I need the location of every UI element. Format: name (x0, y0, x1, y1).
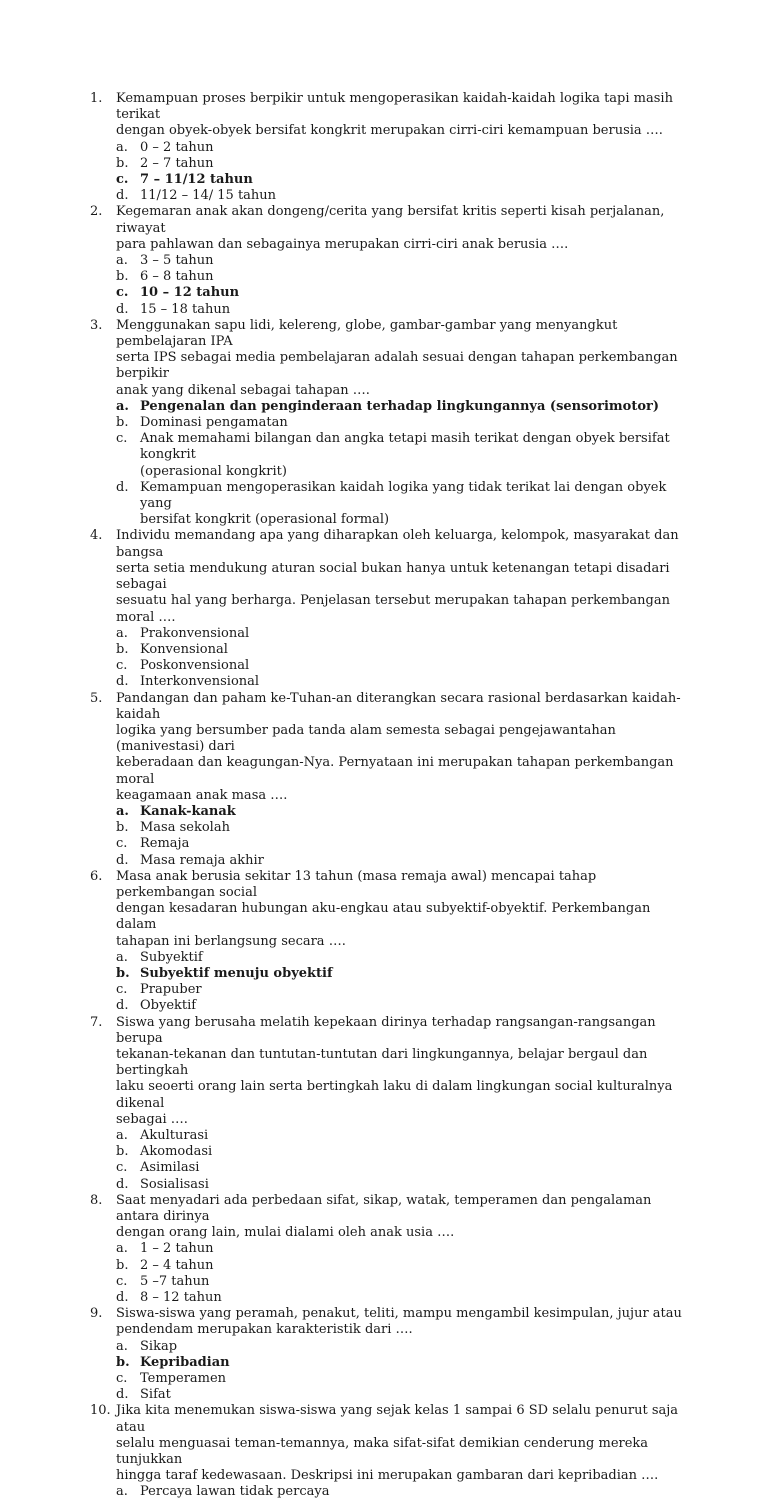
option-letter: b. (116, 415, 129, 431)
answer-option (116, 1258, 690, 1274)
option-text: Kemampuan mengoperasikan kaidah logika yang tidak terikat lai dengan obyek yang bersifat kongkrit (operasional formal) (140, 479, 667, 528)
answer-option (116, 998, 690, 1014)
option-letter: a. (116, 1484, 128, 1500)
option-letter: d. (116, 1387, 129, 1403)
question-number: 3. (90, 317, 103, 333)
option-letter: c. (116, 836, 128, 852)
option-letter: b. (116, 155, 129, 171)
question-number: 6. (90, 868, 103, 884)
option-text: 0 – 2 tahun (140, 139, 214, 155)
option-text: 11/12 – 14/ 15 tahun (140, 188, 277, 204)
question-number: 5. (90, 690, 103, 706)
question-number: 1. (90, 91, 103, 106)
option-text: 6 – 8 tahun (140, 269, 214, 285)
option-letter: c. (116, 982, 128, 998)
option-letter: b. (116, 820, 129, 836)
option-text: Obyektif (140, 998, 197, 1014)
option-letter: d. (116, 301, 129, 317)
question-number: 10. (90, 1403, 111, 1419)
question-text: Pandangan dan paham ke-Tuhan-an diterangkan secara rasional berdasarkan kaidah-kaidah logika yang bersumber pada tanda alam semesta sebagai pengejawantahan (manivestasi) dari keberadaan dan keagungan-Nya. Pernyataan ini merupakan tahapan perkembangan moral keagamaan anak masa …. (116, 690, 681, 803)
question-item (90, 1193, 690, 1306)
answer-option-correct (116, 399, 690, 415)
answer-option (116, 1144, 690, 1160)
answer-option (116, 156, 690, 172)
answer-option-correct (116, 172, 690, 188)
answer-option (116, 658, 690, 674)
option-letter: c. (116, 431, 128, 447)
option-letter: a. (116, 253, 128, 269)
option-letter: d. (116, 998, 129, 1014)
option-letter: b. (116, 269, 129, 285)
option-text: 15 – 18 tahun (140, 301, 231, 317)
answer-option (116, 1290, 690, 1306)
option-letter: b. (116, 1144, 129, 1160)
answer-option (116, 431, 690, 480)
question-list (90, 91, 690, 1501)
answer-option (116, 1484, 690, 1500)
option-text: 7 – 11/12 tahun (140, 172, 253, 188)
answer-option-correct (116, 804, 690, 820)
question-text: Masa anak berusia sekitar 13 tahun (masa remaja awal) mencapai tahap perkembangan social dengan kesadaran hubungan aku-engkau atau subyektif-obyektif. Perkembangan dalam tahapan ini berlangsung secara …. (116, 868, 651, 949)
option-text: 2 – 7 tahun (140, 155, 214, 171)
answer-option (116, 820, 690, 836)
answer-option-correct (116, 1355, 690, 1371)
question-item (90, 1015, 690, 1193)
option-letter: b. (116, 965, 130, 981)
option-text: Kepribadian (140, 1354, 230, 1370)
option-text: 3 – 5 tahun (140, 253, 214, 269)
question-number: 4. (90, 528, 103, 544)
option-text: Subyektif (140, 949, 203, 965)
option-letter: a. (116, 625, 128, 641)
option-letter: a. (116, 398, 129, 414)
answer-option (116, 1241, 690, 1257)
option-text: Sosialisasi (140, 1176, 209, 1192)
option-letter: a. (116, 1338, 128, 1354)
option-text: Kanak-kanak (140, 803, 236, 819)
option-letter: b. (116, 641, 129, 657)
answer-option (116, 140, 690, 156)
question-number: 2. (90, 204, 103, 220)
question-item (90, 528, 690, 690)
option-text: Masa remaja akhir (140, 852, 264, 868)
answer-option (116, 302, 690, 318)
option-text: Poskonvensional (140, 658, 250, 674)
answer-option (116, 415, 690, 431)
option-text: Dominasi pengamatan (140, 415, 288, 431)
question-item (90, 1403, 690, 1500)
option-text: Subyektif menuju obyektif (140, 965, 333, 981)
answer-option (116, 1128, 690, 1144)
option-text: 8 – 12 tahun (140, 1290, 222, 1306)
question-number: 9. (90, 1306, 103, 1322)
answer-option (116, 1339, 690, 1355)
option-letter: a. (116, 1128, 128, 1143)
option-text: 1 – 2 tahun (140, 1241, 214, 1257)
option-letter: d. (116, 479, 129, 495)
option-letter: a. (116, 139, 128, 155)
question-text: Kegemaran anak akan dongeng/cerita yang bersifat kritis seperti kisah perjalanan, riwayat para pahlawan dan sebagainya merupakan cirri-ciri anak berusia …. (116, 204, 665, 252)
question-text: Saat menyadari ada perbedaan sifat, sikap, watak, temperamen dan pengalaman antara dirinya dengan orang lain, mulai dialami oleh anak usia …. (116, 1192, 652, 1241)
option-letter: c. (116, 658, 128, 674)
option-letter: b. (116, 1354, 130, 1370)
answer-option (116, 269, 690, 285)
question-item (90, 1306, 690, 1403)
option-text: 2 – 4 tahun (140, 1257, 214, 1273)
answer-option (116, 836, 690, 852)
answer-option-correct (116, 285, 690, 301)
option-letter: d. (116, 188, 129, 204)
option-text: Akomodasi (140, 1144, 213, 1160)
option-letter: d. (116, 1290, 129, 1306)
option-text: Anak memahami bilangan dan angka tetapi masih terikat dengan obyek bersifat kongkrit (operasional kongkrit) (140, 431, 670, 479)
option-text: Akulturasi (140, 1128, 209, 1143)
answer-option (116, 1274, 690, 1290)
option-text: 5 –7 tahun (140, 1273, 210, 1289)
option-text: Interkonvensional (140, 674, 260, 690)
answer-option (116, 626, 690, 642)
option-letter: c. (116, 172, 129, 188)
option-letter: c. (116, 1160, 128, 1176)
answer-option (116, 480, 690, 529)
question-text: Individu memandang apa yang diharapkan oleh keluarga, kelompok, masyarakat dan bangsa serta setia mendukung aturan social bukan hanya untuk ketenangan tetapi disadari sebagai sesuatu hal yang berharga. Penjelasan tersebut merupakan tahapan perkembangan moral …. (116, 528, 679, 625)
question-text: Siswa yang berusaha melatih kepekaan dirinya terhadap rangsangan-rangsangan berupa tekanan-tekanan dan tuntutan-tuntutan dari lingkungannya, belajar bergaul dan bertingkah laku seoerti orang lain serta bertingkah laku di dalam lingkungan social kulturalnya dikenal sebagai …. (116, 1014, 673, 1127)
option-letter: a. (116, 803, 129, 819)
answer-option (116, 982, 690, 998)
answer-option (116, 950, 690, 966)
option-letter: a. (116, 949, 128, 965)
option-text: Percaya lawan tidak percaya (140, 1484, 330, 1500)
answer-option (116, 1371, 690, 1387)
option-text: Asimilasi (140, 1160, 200, 1176)
option-letter: d. (116, 1176, 129, 1192)
option-text: Konvensional (140, 641, 228, 657)
answer-option-correct (116, 966, 690, 982)
answer-option (116, 642, 690, 658)
option-letter: c. (116, 1273, 128, 1289)
answer-option (116, 674, 690, 690)
option-text: Prakonvensional (140, 625, 250, 641)
option-letter: c. (116, 285, 129, 301)
option-text: Remaja (140, 836, 190, 852)
option-text: Sifat (140, 1387, 171, 1403)
option-text: Masa sekolah (140, 820, 230, 836)
option-letter: d. (116, 852, 129, 868)
option-letter: b. (116, 1257, 129, 1273)
option-text: 10 – 12 tahun (140, 285, 240, 301)
question-text: Menggunakan sapu lidi, kelereng, globe, gambar-gambar yang menyangkut pembelajaran IPA serta IPS sebagai media pembelajaran adalah sesuai dengan tahapan perkembangan berpikir anak yang dikenal sebagai tahapan …. (116, 317, 678, 398)
answer-option (116, 1160, 690, 1176)
option-text: Prapuber (140, 982, 202, 998)
question-item (90, 691, 690, 869)
option-text: Pengenalan dan penginderaan terhadap lingkungannya (sensorimotor) (140, 398, 659, 414)
option-letter: d. (116, 674, 129, 690)
answer-option (116, 853, 690, 869)
question-text: Kemampuan proses berpikir untuk mengoperasikan kaidah-kaidah logika tapi masih terikat dengan obyek-obyek bersifat kongkrit merupakan cirri-ciri kemampuan berusia …. (116, 91, 673, 139)
answer-option (116, 253, 690, 269)
question-text: Siswa-siswa yang peramah, penakut, teliti, mampu mengambil kesimpulan, jujur atau pendendam merupakan karakteristik dari …. (116, 1306, 682, 1338)
answer-option (116, 1177, 690, 1193)
answer-option (116, 1387, 690, 1403)
option-text: Sikap (140, 1338, 178, 1354)
question-item (90, 869, 690, 1015)
option-letter: a. (116, 1241, 128, 1257)
question-item (90, 204, 690, 317)
answer-option (116, 188, 690, 204)
question-number: 8. (90, 1192, 103, 1208)
question-number: 7. (90, 1014, 103, 1030)
option-text: Temperamen (140, 1371, 227, 1387)
question-text: Jika kita menemukan siswa-siswa yang sejak kelas 1 sampai 6 SD selalu penurut saja atau selalu menguasai teman-temannya, maka sifat-sifat demikian cenderung mereka tunjukkan hingga taraf kedewasaan. Deskripsi ini merupakan gambaran dari kepribadian …. (116, 1403, 679, 1484)
option-letter: c. (116, 1371, 128, 1387)
question-item (90, 91, 690, 204)
question-item (90, 318, 690, 529)
